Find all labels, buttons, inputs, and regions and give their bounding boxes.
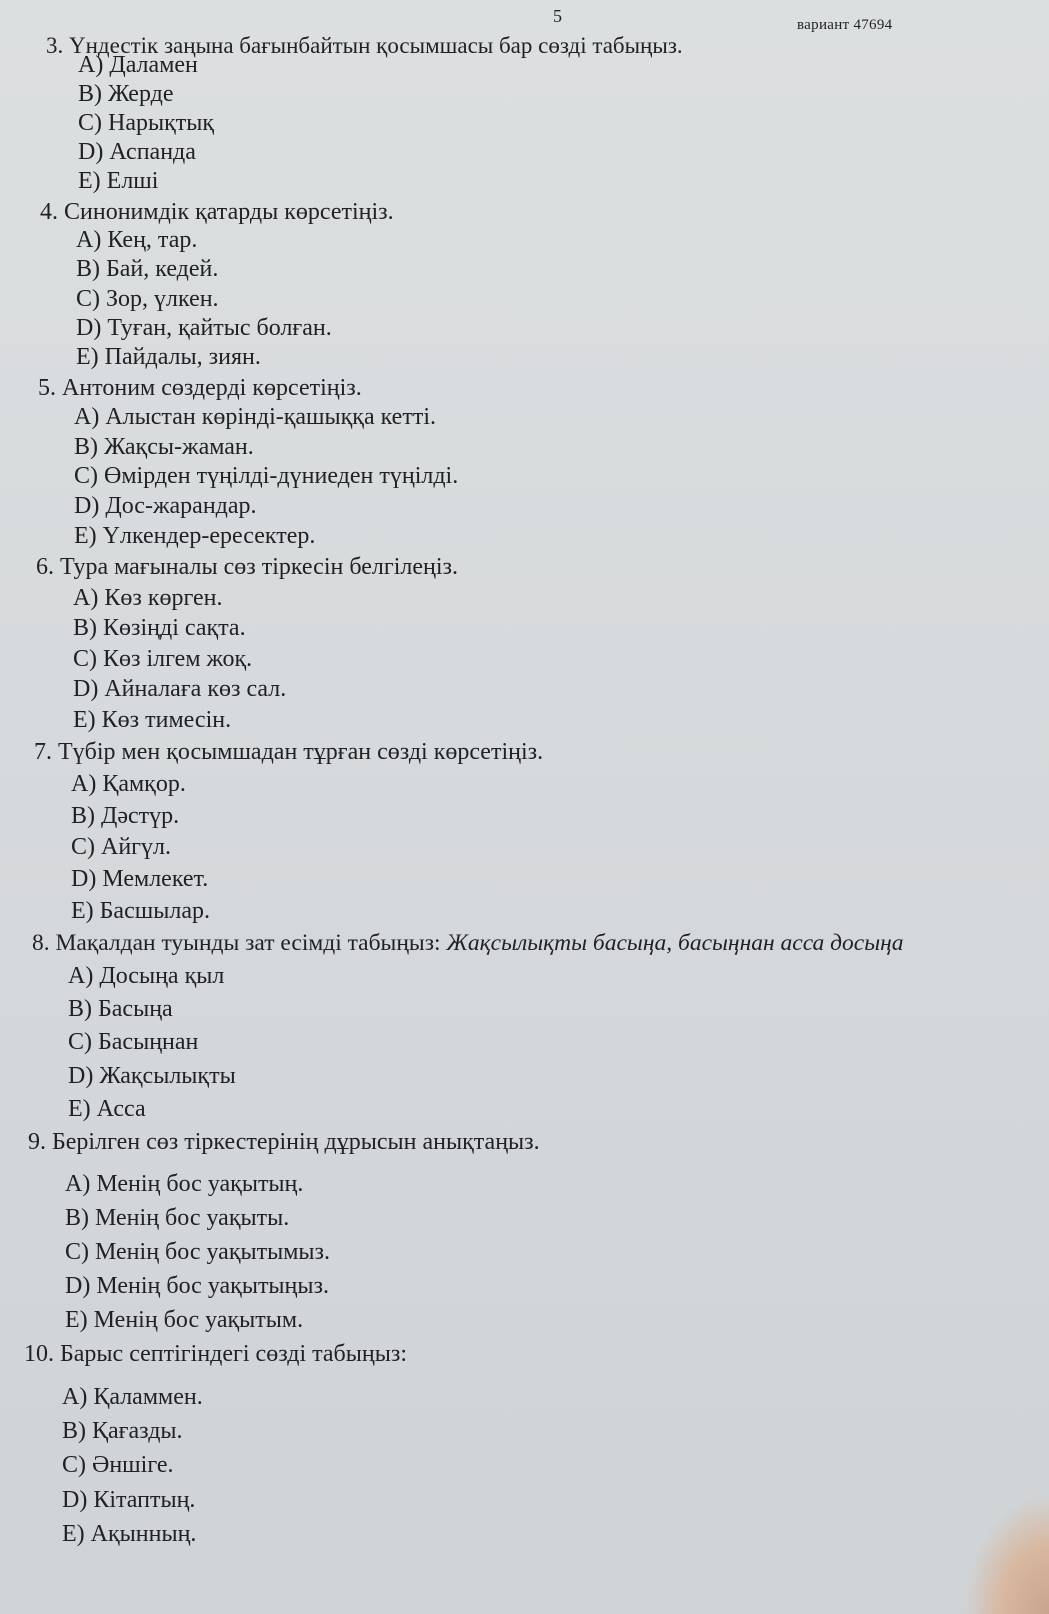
question-8-option-b: B) Басыңа xyxy=(68,996,173,1022)
question-4-option-b: B) Бай, кедей. xyxy=(76,256,219,282)
question-3: 3. Үндестік заңына бағынбайтын қосымшасы бар сөзді табыңыз. xyxy=(46,33,683,58)
question-9-option-d: D) Менің бос уақытыңыз. xyxy=(65,1273,329,1299)
question-10-option-d: D) Кітаптың. xyxy=(62,1487,196,1513)
question-6-option-e: E) Көз тимесін. xyxy=(73,707,232,733)
question-6-option-d: D) Айналаға көз сал. xyxy=(73,676,287,702)
question-8-text: 8. Мақалдан туынды зат есімді табыңыз: xyxy=(32,930,441,956)
question-9-option-a: A) Менің бос уақытың. xyxy=(65,1171,304,1197)
question-6-option-a: A) Көз көрген. xyxy=(73,585,223,611)
question-8-option-c: C) Басыңнан xyxy=(68,1029,199,1055)
question-8-option-a: A) Досыңа қыл xyxy=(68,963,225,989)
question-4: 4. Синонимдік қатарды көрсетіңіз. xyxy=(40,199,394,225)
finger-shadow xyxy=(964,1494,1049,1614)
question-6: 6. Тура мағыналы сөз тіркесін белгілеңіз. xyxy=(36,554,458,580)
question-4-option-d: D) Туған, қайтыс болған. xyxy=(76,315,332,341)
question-6-option-c: C) Көз ілгем жоқ. xyxy=(73,646,253,672)
question-8-option-e: E) Асса xyxy=(68,1096,146,1122)
variant-label: вариант 47694 xyxy=(797,17,893,33)
question-10: 10. Барыс септігіндегі сөзді табыңыз: xyxy=(24,1341,408,1367)
question-3-option-d: D) Аспанда xyxy=(78,139,196,165)
question-5-option-c: C) Өмірден түңілді-дүниеден түңілді. xyxy=(74,463,459,489)
question-10-option-e: E) Ақынның. xyxy=(62,1521,197,1547)
question-4-option-a: A) Кең, тар. xyxy=(76,227,198,253)
question-6-option-b: B) Көзіңді сақта. xyxy=(73,615,246,641)
question-5-option-d: D) Дос-жарандар. xyxy=(74,493,257,519)
question-8 xyxy=(32,930,904,957)
question-7-option-e: E) Басшылар. xyxy=(71,898,210,924)
question-10-option-a: A) Қаламмен. xyxy=(62,1384,203,1410)
question-3-option-c: C) Нарықтық xyxy=(78,110,215,136)
question-7-option-d: D) Мемлекет. xyxy=(71,866,209,892)
question-9-option-e: E) Менің бос уақытым. xyxy=(65,1307,304,1333)
question-10-option-c: C) Әншіге. xyxy=(62,1452,174,1478)
question-3-option-b: B) Жерде xyxy=(78,81,174,107)
question-5-option-b: B) Жақсы-жаман. xyxy=(74,434,254,460)
question-7: 7. Түбір мен қосымшадан тұрған сөзді көрсетіңіз. xyxy=(34,739,544,765)
question-3-option-a: A) Даламен xyxy=(78,52,198,78)
question-5: 5. Антоним сөздерді көрсетіңіз. xyxy=(38,375,362,401)
question-8-option-d: D) Жақсылықты xyxy=(68,1063,236,1089)
page-number: 5 xyxy=(553,6,562,26)
question-3-option-e: E) Елші xyxy=(78,168,159,194)
question-5-option-a: A) Алыстан көрінді-қашыққа кетті. xyxy=(74,404,436,430)
question-9: 9. Берілген сөз тіркестерінің дұрысын анықтаңыз. xyxy=(28,1129,540,1155)
question-7-option-b: B) Дәстүр. xyxy=(71,803,180,829)
question-7-option-a: A) Қамқор. xyxy=(71,771,186,797)
question-4-option-e: E) Пайдалы, зиян. xyxy=(76,344,261,370)
question-9-option-b: B) Менің бос уақыты. xyxy=(65,1205,290,1231)
question-9-option-c: C) Менің бос уақытымыз. xyxy=(65,1239,331,1265)
question-4-option-c: C) Зор, үлкен. xyxy=(76,286,219,312)
question-8-quote: Жақсылықты басыңа, басыңнан асса досыңа xyxy=(446,930,904,956)
question-10-option-b: B) Қағазды. xyxy=(62,1418,183,1444)
question-7-option-c: C) Айгүл. xyxy=(71,834,171,860)
question-5-option-e: E) Үлкендер-ересектер. xyxy=(74,523,316,549)
